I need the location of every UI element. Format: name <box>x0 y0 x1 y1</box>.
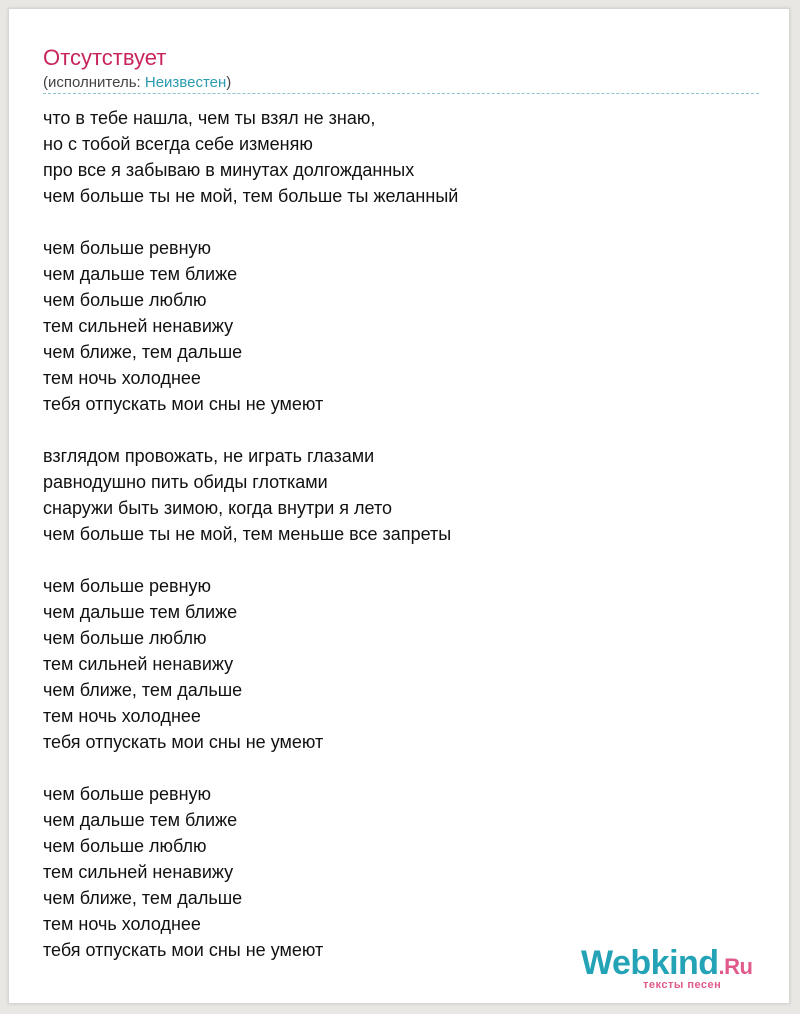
lyric-line: чем дальше тем ближе <box>43 602 238 622</box>
lyric-line: равнодушно пить обиды глотками <box>43 472 328 492</box>
lyrics-page <box>8 8 790 1004</box>
logo-tld: .Ru <box>718 954 753 979</box>
lyric-line: тем сильней ненавижу <box>43 654 234 674</box>
lyric-line: тем ночь холоднее <box>43 706 201 726</box>
song-title: Отсутствует <box>43 45 167 70</box>
stanza <box>43 781 743 963</box>
lyric-line: тебя отпускать мои сны не умеют <box>43 394 324 414</box>
stanza <box>43 105 743 209</box>
lyric-line: тем сильней ненавижу <box>43 316 234 336</box>
lyric-line: чем дальше тем ближе <box>43 264 238 284</box>
lyric-line: чем больше ты не мой, тем больше ты желанный <box>43 186 459 206</box>
stanza <box>43 573 743 755</box>
artist-prefix: (исполнитель: <box>43 74 145 91</box>
artist-line <box>43 74 231 92</box>
lyric-line: чем больше ты не мой, тем меньше все запреты <box>43 524 452 544</box>
logo-tagline: тексты песен <box>643 979 722 991</box>
logo-main-text: Webkind <box>581 944 719 982</box>
lyric-line: тем сильней ненавижу <box>43 862 234 882</box>
lyric-line: чем больше люблю <box>43 836 207 856</box>
lyric-line: тем ночь холоднее <box>43 368 201 388</box>
lyric-line: чем больше ревную <box>43 576 212 596</box>
lyric-line: тебя отпускать мои сны не умеют <box>43 940 324 960</box>
artist-suffix: ) <box>226 74 232 91</box>
lyric-line: чем больше ревную <box>43 784 212 804</box>
title-divider <box>43 93 759 94</box>
lyric-line: тем ночь холоднее <box>43 914 201 934</box>
lyric-line: но с тобой всегда себе изменяю <box>43 134 313 154</box>
lyric-line: взглядом провожать, не играть глазами <box>43 446 375 466</box>
lyrics-body <box>43 105 743 989</box>
stanza <box>43 235 743 417</box>
lyric-line: чем больше люблю <box>43 628 207 648</box>
lyric-line: тебя отпускать мои сны не умеют <box>43 732 324 752</box>
lyric-line: чем дальше тем ближе <box>43 810 238 830</box>
lyric-line: что в тебе нашла, чем ты взял не знаю, <box>43 108 376 128</box>
lyric-line: чем ближе, тем дальше <box>43 888 243 908</box>
lyric-line: чем ближе, тем дальше <box>43 342 243 362</box>
lyric-line: про все я забываю в минутах долгожданных <box>43 160 415 180</box>
lyric-line: чем больше ревную <box>43 238 212 258</box>
lyric-line: снаружи быть зимою, когда внутри я лето <box>43 498 393 518</box>
stanza <box>43 443 743 547</box>
artist-link[interactable]: Неизвестен <box>144 74 227 91</box>
lyric-line: чем больше люблю <box>43 290 207 310</box>
webkind-logo[interactable] <box>581 945 771 993</box>
lyric-line: чем ближе, тем дальше <box>43 680 243 700</box>
